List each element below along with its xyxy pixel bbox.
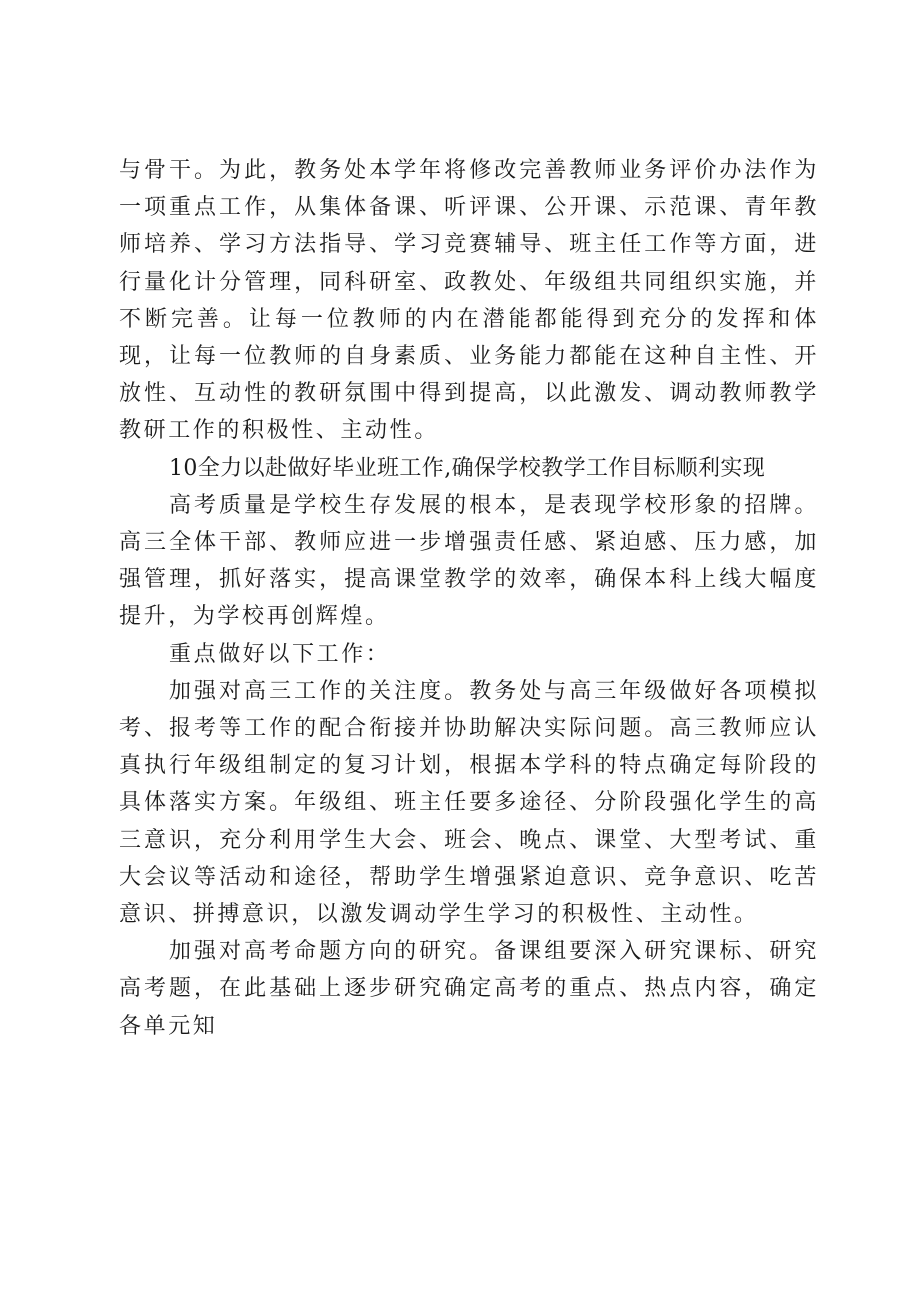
paragraph-evaluation-reform: 与骨干。为此，教务处本学年将修改完善教师业务评价办法作为一项重点工作，从集体备课、听评课、公开课、示范课、青年教师培养、学习方法指导、学习竞赛辅导、班主任工作等方面，进行量化计分管理，同科研室、政教处、年级组共同组织实施，并不断完善。让每一位教师的内在潜能都能得到充分的发挥和体现，让每一位教师的自身素质、业务能力都能在这种自主性、开放性、互动性的教研氛围中得到提高，以此激发、调动教师教学教研工作的积极性、主动性。 xyxy=(119,158,819,444)
paragraph-gaokao-quality: 高考质量是学校生存发展的根本，是表现学校形象的招牌。高三全体干部、教师应进一步增强责任感、紧迫感、压力感，加强管理，抓好落实，提高课堂教学的效率，确保本科上线大幅度提升，为学校再创辉煌。 xyxy=(119,492,819,630)
section-heading-graduating-class: 10全力以赴做好毕业班工作,确保学校教学工作目标顺利实现 xyxy=(169,455,766,481)
paragraph-exam-research: 加强对高考命题方向的研究。备课组要深入研究课标、研究高考题，在此基础上逐步研究确定高考的重点、热点内容，确定各单元知 xyxy=(119,939,819,1039)
document-body xyxy=(119,152,819,1045)
paragraph-key-tasks-intro: 重点做好以下工作： xyxy=(169,641,391,667)
paragraph-senior-year-attention: 加强对高三工作的关注度。教务处与高三年级做好各项模拟考、报考等工作的配合衔接并协助解决实际问题。高三教师应认真执行年级组制定的复习计划，根据本学科的特点确定每阶段的具体落实方案。年级组、班主任要多途径、分阶段强化学生的高三意识，充分利用学生大会、班会、晚点、课堂、大型考试、重大会议等活动和途径，帮助学生增强紧迫意识、竞争意识、吃苦意识、拼搏意识，以激发调动学生学习的积极性、主动性。 xyxy=(119,678,819,928)
